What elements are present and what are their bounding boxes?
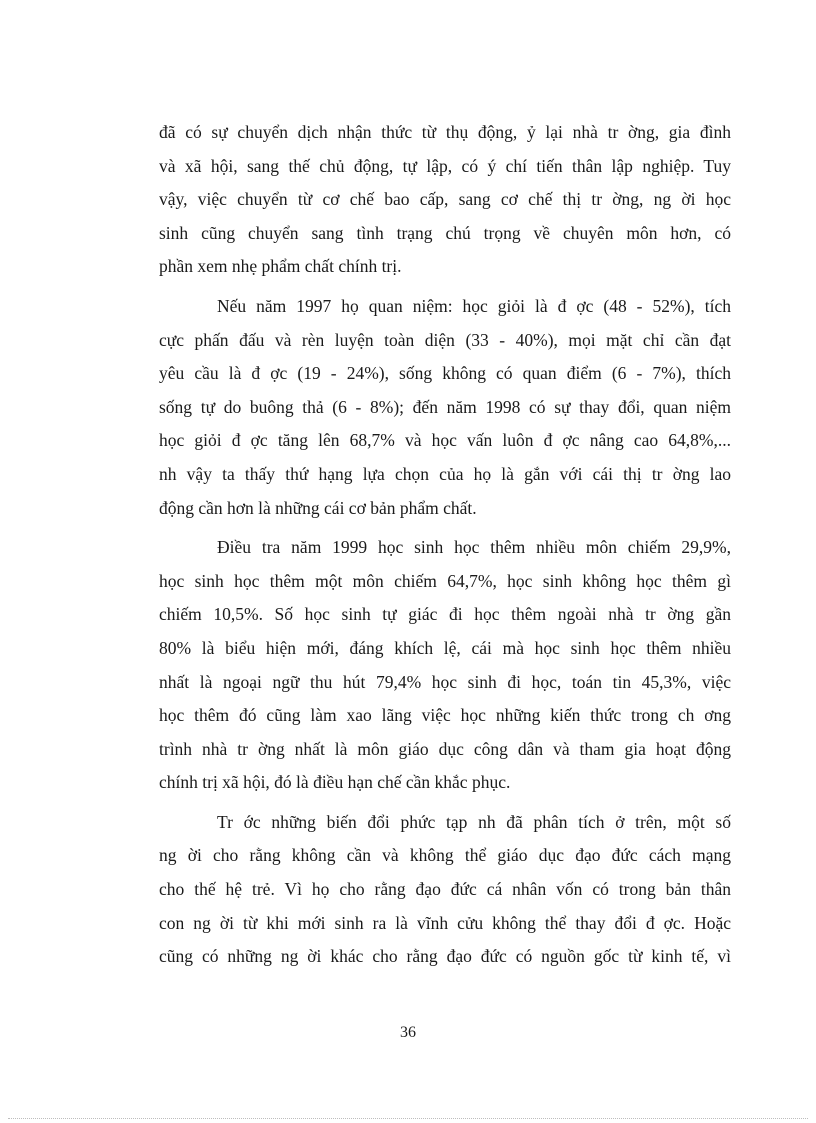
text-line: ng ời cho rằng không cần và không thể giáo dục đạo đức cách mạng — [159, 845, 731, 866]
text-line: nhất là ngoại ngữ thu hút 79,4% học sinh đi học, toán tin 45,3%, việc — [159, 671, 731, 692]
text-line: 80% là biểu hiện mới, đáng khích lệ, cái mà học sinh học thêm nhiều — [159, 637, 731, 658]
text-line: sinh cũng chuyển sang tình trạng chú trọng về chuyên môn hơn, có — [159, 222, 731, 243]
text-line: động cần hơn là những cái cơ bản phẩm chất. — [159, 497, 477, 518]
text-line: phần xem nhẹ phẩm chất chính trị. — [159, 256, 402, 277]
text-line: và xã hội, sang thế chủ động, tự lập, có ý chí tiến thân lập nghiệp. Tuy — [159, 155, 731, 176]
text-line: cho thế hệ trẻ. Vì họ cho rằng đạo đức cá nhân vốn có trong bản thân — [159, 879, 731, 900]
document-body — [159, 116, 731, 980]
text-line: trình nhà tr ờng nhất là môn giáo dục công dân và tham gia hoạt động — [159, 738, 731, 759]
text-line: đã có sự chuyển dịch nhận thức từ thụ động, ỷ lại nhà tr ờng, gia đình — [159, 122, 731, 142]
text-line: học sinh học thêm một môn chiếm 64,7%, học sinh không học thêm gì — [159, 570, 731, 591]
text-line: vậy, việc chuyển từ cơ chế bao cấp, sang cơ chế thị tr ờng, ng ời học — [159, 189, 731, 210]
text-line: yêu cầu là đ ợc (19 - 24%), sống không có quan điểm (6 - 7%), thích — [159, 363, 731, 384]
text-line: con ng ời từ khi mới sinh ra là vĩnh cửu không thể thay đổi đ ợc. Hoặc — [159, 912, 731, 933]
text-line: chính trị xã hội, đó là điều hạn chế cần khắc phục. — [159, 772, 511, 793]
text-line: Nếu năm 1997 họ quan niệm: học giỏi là đ ợc (48 - 52%), tích — [217, 295, 731, 316]
text-line: cực phấn đấu và rèn luyện toàn diện (33 - 40%), mọi mặt chỉ cần đạt — [159, 329, 731, 350]
text-line: chiếm 10,5%. Số học sinh tự giác đi học thêm ngoài nhà tr ờng gần — [159, 604, 731, 625]
page-number: 36 — [400, 1024, 416, 1041]
text-line: Điều tra năm 1999 học sinh học thêm nhiều môn chiếm 29,9%, — [217, 537, 731, 558]
paragraph-2 — [159, 290, 731, 525]
text-line: sống tự do buông thả (6 - 8%); đến năm 1998 có sự thay đổi, quan niệm — [159, 396, 731, 417]
paragraph-1 — [159, 116, 731, 284]
text-line: học thêm đó cũng làm xao lãng việc học những kiến thức trong ch ơng — [159, 705, 731, 726]
text-line: cũng có những ng ời khác cho rằng đạo đức có nguồn gốc từ kinh tế, vì — [159, 946, 731, 967]
paragraph-4 — [159, 806, 731, 974]
text-line: nh vậy ta thấy thứ hạng lựa chọn của họ là gắn với cái thị tr ờng lao — [159, 463, 731, 484]
paragraph-3 — [159, 531, 731, 800]
page-bottom-divider — [8, 1118, 808, 1119]
text-line: học giỏi đ ợc tăng lên 68,7% và học vấn luôn đ ợc nâng cao 64,8%,... — [159, 430, 731, 451]
text-line: Tr ớc những biến đổi phức tạp nh đã phân tích ở trên, một số — [217, 811, 731, 832]
